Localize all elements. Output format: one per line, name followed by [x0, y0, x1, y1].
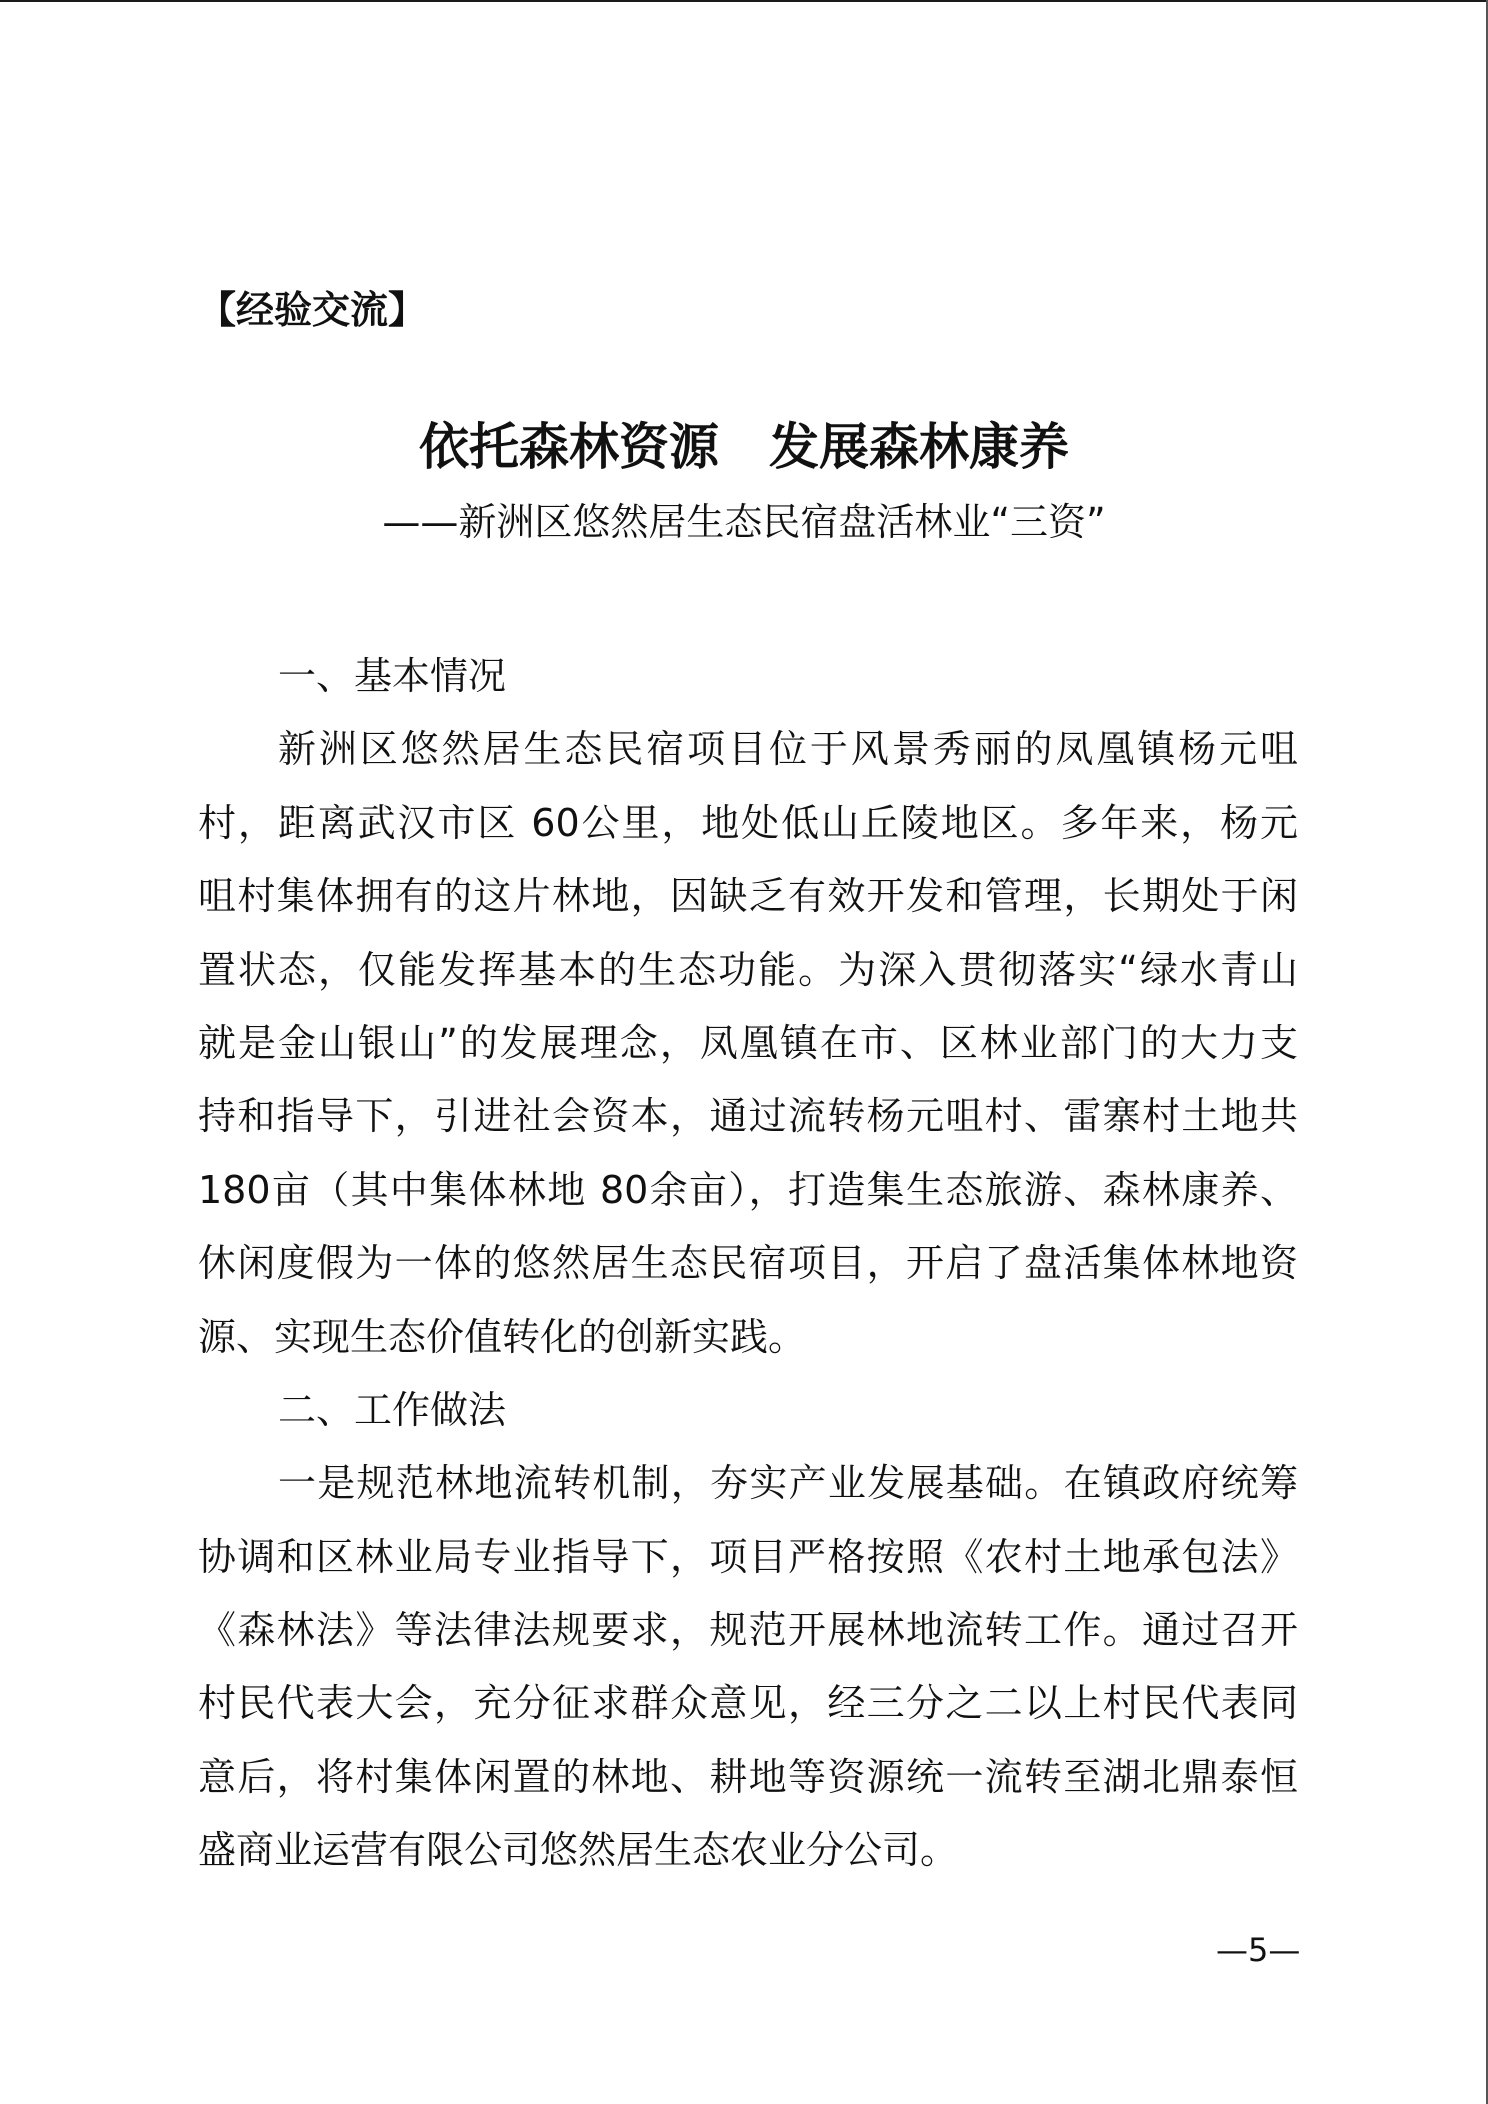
- paragraph-line: 咀村集体拥有的这片林地，因缺乏有效开发和管理，长期处于闲: [198, 874, 1298, 919]
- section-tag: 【经验交流】: [198, 288, 427, 332]
- paragraph-line: 休闲度假为一体的悠然居生态民宿项目，开启了盘活集体林地资: [198, 1241, 1298, 1286]
- paragraph-line: 一是规范林地流转机制，夯实产业发展基础。在镇政府统筹: [278, 1461, 1298, 1506]
- paragraph-line: 村，距离武汉市区 60公里，地处低山丘陵地区。多年来，杨元: [198, 800, 1298, 845]
- paragraph-line: 新洲区悠然居生态民宿项目位于风景秀丽的凤凰镇杨元咀: [278, 727, 1298, 772]
- paragraph-line: 就是金山银山”的发展理念，凤凰镇在市、区林业部门的大力支: [198, 1020, 1298, 1065]
- paragraph-line: 《森林法》等法律法规要求，规范开展林地流转工作。通过召开: [198, 1608, 1298, 1653]
- section-heading: 一、基本情况: [278, 654, 507, 698]
- paragraph: [198, 713, 1298, 1374]
- paragraph-line: 协调和区林业局专业指导下，项目严格按照《农村土地承包法》: [198, 1534, 1298, 1579]
- document-title: 依托森林资源 发展森林康养: [419, 417, 1069, 476]
- page-border-top: [0, 0, 1488, 2]
- document-body: [198, 640, 1298, 1888]
- paragraph-line: 村民代表大会，充分征求群众意见，经三分之二以上村民代表同: [198, 1681, 1298, 1726]
- page-number: —5—: [1216, 1931, 1301, 1969]
- paragraph-line: 意后，将村集体闲置的林地、耕地等资源统一流转至湖北鼎泰恒: [198, 1754, 1298, 1799]
- paragraph-line: 持和指导下，引进社会资本，通过流转杨元咀村、雷寨村土地共: [198, 1094, 1298, 1139]
- paragraph: [198, 1447, 1298, 1887]
- paragraph-line: 源、实现生态价值转化的创新实践。: [198, 1314, 807, 1359]
- document-subtitle: ——新洲区悠然居生态民宿盘活林业“三资”: [382, 500, 1106, 544]
- section-heading: 二、工作做法: [278, 1387, 507, 1432]
- paragraph-line: 盛商业运营有限公司悠然居生态农业分公司。: [198, 1828, 959, 1873]
- paragraph-line: 置状态，仅能发挥基本的生态功能。为深入贯彻落实“绿水青山: [198, 947, 1298, 992]
- paragraph-line: 180亩（其中集体林地 80余亩），打造集生态旅游、森林康养、: [198, 1167, 1298, 1212]
